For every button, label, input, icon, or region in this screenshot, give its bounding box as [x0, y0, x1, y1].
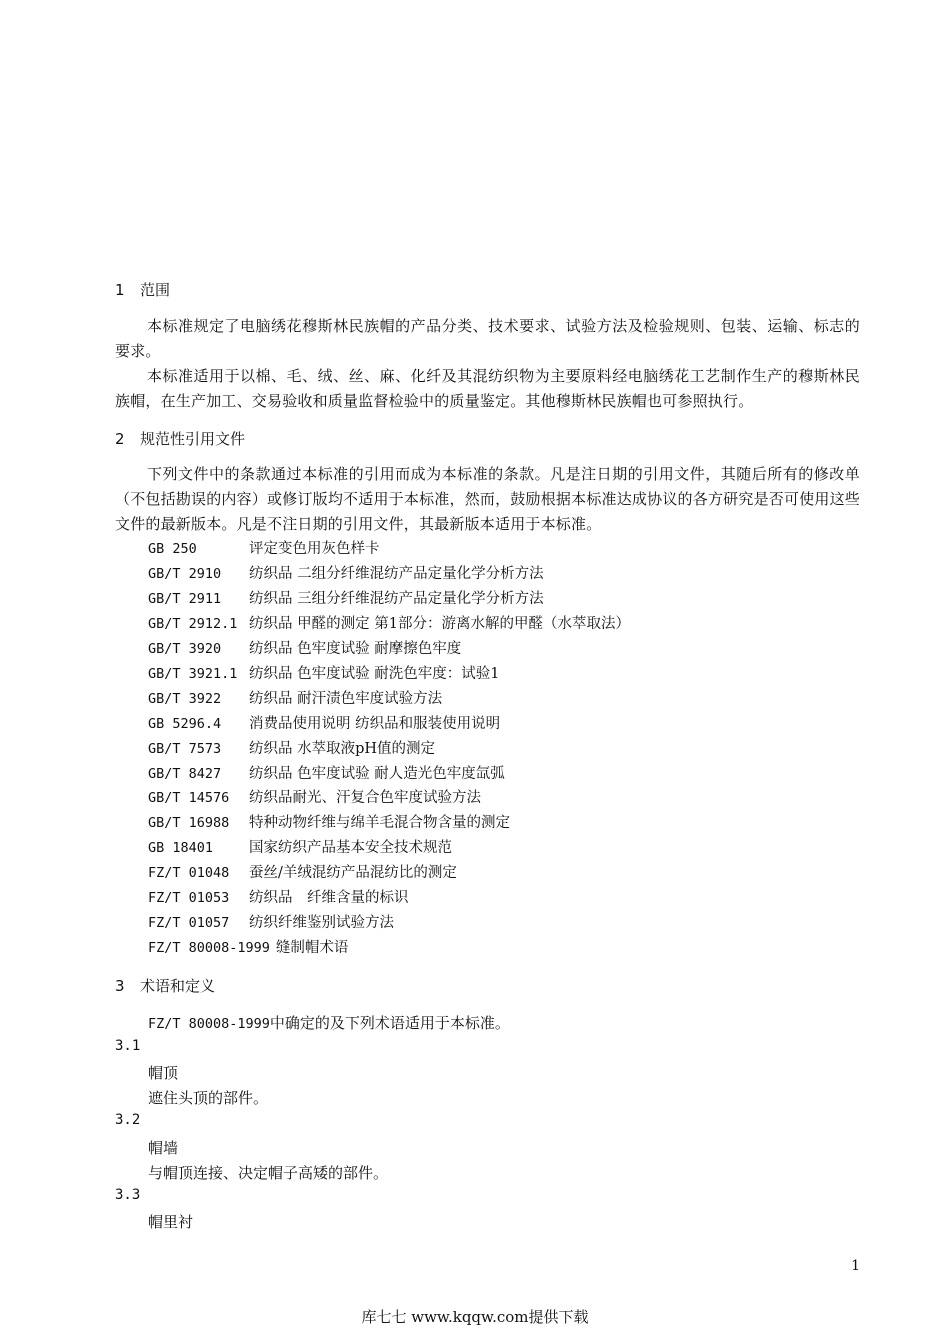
reference-item — [148, 936, 348, 961]
reference-title: 纺织品 三组分纤维混纺产品定量化学分析方法 — [249, 591, 544, 607]
term-number: 3.1 — [115, 1038, 141, 1054]
section-3-intro-code: FZ/T 80008-1999 — [148, 1016, 270, 1032]
reference-item — [148, 537, 380, 562]
reference-title: 特种动物纤维与绵羊毛混合物含量的测定 — [249, 815, 510, 831]
reference-item — [148, 562, 544, 587]
reference-title: 消费品使用说明 纺织品和服装使用说明 — [249, 716, 501, 732]
reference-title: 国家纺织产品基本安全技术规范 — [249, 840, 452, 856]
term-number: 3.3 — [115, 1187, 141, 1203]
reference-code: GB/T 7573 — [148, 741, 222, 757]
reference-code: FZ/T 01053 — [148, 890, 230, 906]
reference-code: GB 5296.4 — [148, 716, 222, 732]
reference-title: 纺织品 耐汗渍色牢度试验方法 — [249, 691, 443, 707]
reference-item — [148, 662, 499, 687]
reference-code: GB/T 2910 — [148, 566, 222, 582]
reference-title: 纺织品 色牢度试验 耐摩擦色牢度 — [249, 641, 462, 657]
reference-title: 纺织品 纤维含量的标识 — [249, 890, 409, 906]
section-1-paragraph-2: 本标准适用于以棉、毛、绒、丝、麻、化纤及其混纺织物为主要原料经电脑绣花工艺制作生产的穆斯林民族帽，在生产加工、交易验收和质量监督检验中的质量鉴定。其他穆斯林民族帽也可参照执行。 — [115, 367, 860, 410]
reference-title: 纺织品耐光、汗复合色牢度试验方法 — [249, 790, 481, 806]
section-1-title: 范围 — [140, 281, 171, 299]
term-name: 帽顶 — [148, 1064, 179, 1082]
reference-title: 蚕丝/羊绒混纺产品混纺比的测定 — [249, 865, 457, 881]
reference-code: GB/T 3920 — [148, 641, 222, 657]
section-2-heading — [115, 428, 245, 449]
reference-title: 纺织品 二组分纤维混纺产品定量化学分析方法 — [249, 566, 544, 582]
reference-code: GB/T 2911 — [148, 591, 222, 607]
reference-title: 纺织品 色牢度试验 耐洗色牢度：试验1 — [249, 666, 500, 682]
reference-code: FZ/T 80008-1999 — [148, 940, 270, 956]
reference-item — [148, 637, 461, 662]
reference-code: GB/T 8427 — [148, 766, 222, 782]
section-2-title: 规范性引用文件 — [140, 430, 246, 448]
reference-item — [148, 612, 630, 637]
reference-title: 纺织品 水萃取液pH值的测定 — [249, 741, 436, 757]
section-1-heading — [115, 279, 170, 300]
section-3-intro — [148, 1012, 510, 1033]
reference-code: GB/T 3921.1 — [148, 666, 238, 682]
reference-title: 纺织品 甲醛的测定 第1部分：游离水解的甲醛（水萃取法） — [249, 616, 630, 632]
reference-item — [148, 712, 500, 737]
reference-code: GB/T 2912.1 — [148, 616, 238, 632]
reference-code: GB/T 3922 — [148, 691, 222, 707]
reference-code: GB/T 16988 — [148, 815, 230, 831]
download-footer: 库七七 www.kqqw.com提供下载 — [361, 1308, 589, 1326]
section-3-number: 3 — [115, 977, 125, 995]
section-1-number: 1 — [115, 281, 125, 299]
reference-code: GB/T 14576 — [148, 790, 230, 806]
term-name: 帽里衬 — [148, 1213, 194, 1231]
reference-title: 评定变色用灰色样卡 — [249, 541, 380, 557]
reference-item — [148, 861, 457, 886]
section-2-intro: 下列文件中的条款通过本标准的引用而成为本标准的条款。凡是注日期的引用文件，其随后所有的修改单（不包括勘误的内容）或修订版均不适用于本标准，然而，鼓励根据本标准达成协议的各方研究是否可使用这些文件的最新版本。凡是不注日期的引用文件，其最新版本适用于本标准。 — [115, 465, 860, 533]
section-3-intro-text: 中确定的及下列术语适用于本标准。 — [269, 1014, 510, 1032]
reference-item — [148, 911, 394, 936]
term-number: 3.2 — [115, 1112, 141, 1128]
reference-item — [148, 836, 452, 861]
page-number: 1 — [851, 1258, 860, 1274]
reference-item — [148, 811, 510, 836]
reference-title: 缝制帽术语 — [275, 940, 349, 956]
term-definition: 与帽顶连接、决定帽子高矮的部件。 — [148, 1164, 389, 1182]
reference-code: FZ/T 01048 — [148, 865, 230, 881]
section-1-paragraph-1: 本标准规定了电脑绣花穆斯林民族帽的产品分类、技术要求、试验方法及检验规则、包装、运输、标志的要求。 — [115, 317, 860, 360]
section-2-number: 2 — [115, 430, 125, 448]
reference-code: GB 250 — [148, 541, 197, 557]
reference-title: 纺织纤维鉴别试验方法 — [249, 915, 394, 931]
reference-item — [148, 762, 505, 787]
section-3-heading — [115, 975, 215, 996]
reference-item — [148, 587, 544, 612]
reference-item — [148, 886, 409, 911]
reference-item — [148, 786, 481, 811]
reference-item — [148, 737, 435, 762]
term-definition: 遮住头顶的部件。 — [148, 1089, 269, 1107]
reference-code: GB 18401 — [148, 840, 214, 856]
reference-title: 纺织品 色牢度试验 耐人造光色牢度氙弧 — [249, 766, 505, 782]
reference-code: FZ/T 01057 — [148, 915, 230, 931]
term-name: 帽墙 — [148, 1139, 179, 1157]
reference-item — [148, 687, 442, 712]
section-3-title: 术语和定义 — [140, 977, 216, 995]
